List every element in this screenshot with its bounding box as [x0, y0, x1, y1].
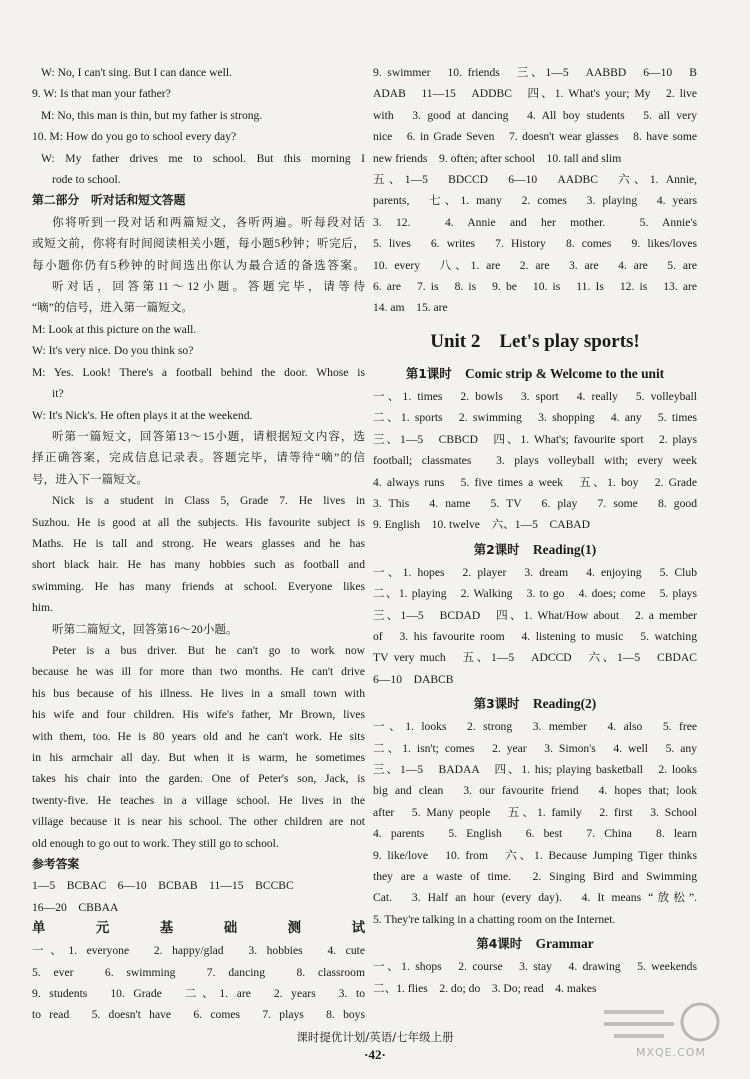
text-line: 一、1. everyone 2. happy/glad 3. hobbies 4. cute: [32, 944, 365, 958]
text-line: new friends 9. often; after school 10. tall and slim: [373, 151, 622, 165]
text-line: 6. are 7. is 8. is 9. be 10. is 11. Is 12. is 13. are: [373, 280, 697, 294]
text-line: W: It's very nice. Do you think so?: [32, 344, 194, 358]
text-line: after 5. Many people 五、1. family 2. first 3. School: [373, 805, 697, 819]
text-line: village because it is near his school. The other children are not: [32, 815, 365, 829]
text-line: 每小题你仍有5秒钟的时间选出你认为最合适的备选答案。: [32, 258, 365, 272]
text-line: twenty-five. He teaches in a village school. He lives in the: [32, 793, 365, 807]
text-line: 5. ever 6. swimming 7. dancing 8. classroom: [32, 965, 365, 979]
text-line: W: No, I can't sing. But I can dance well.: [41, 66, 232, 79]
text-line: 6—10 DABCB: [373, 672, 454, 686]
text-line: 9. like/love 10. from 六、1. Because Jumping Tiger thinks: [373, 848, 697, 862]
text-line: M: No, this man is thin, but my father is strong.: [41, 108, 263, 122]
text-line: 二、1. playing 2. Walking 3. to go 4. does; come 5. plays: [373, 587, 697, 601]
lesson-title: Grammar: [535, 936, 594, 952]
lesson-heading: [373, 693, 697, 715]
text-line: 9. students 10. Grade 二、1. are 2. years 3. to: [32, 987, 365, 1001]
lesson-number: 第3课时: [473, 696, 520, 712]
text-line: 二、1. flies 2. do; do 3. Do; read 4. makes: [373, 981, 597, 995]
text-line: 三、1—5 BCDAD 四、1. What/How about 2. a member: [373, 608, 697, 622]
lesson-title: Reading(1): [532, 541, 597, 557]
text-line: 参考答案: [32, 857, 80, 872]
text-line: 3. 12. 4. Annie and her mother. 5. Annie's: [373, 215, 697, 229]
text-line: 五、1—5 BDCCD 6—10 AADBC 六、1. Annie,: [373, 173, 697, 187]
text-line: swimming. He has many friends at school. Everyone likes: [32, 579, 365, 593]
text-line: 1—5 BCBAC 6—10 BCBAB 11—15 BCCBC: [32, 879, 294, 893]
text-line: Cat. 3. Half an hour (every day). 4. It means “放松”.: [373, 891, 697, 905]
lesson-answers: [373, 562, 697, 690]
text-line: 第二部分 听对话和短文答题: [32, 193, 186, 208]
text-line: because he was ill for more than two months. He can't drive: [32, 665, 365, 679]
text-line: 二、1. sports 2. swimming 3. shopping 4. any 5. times: [373, 411, 697, 425]
text-line: 听第一篇短文，回答第13～15小题，请根据短文内容，选: [52, 429, 365, 443]
lesson-answers: [373, 716, 697, 930]
lesson-answers: [373, 386, 697, 536]
text-line: W: My father drives me to school. But this morning I: [41, 151, 365, 165]
lesson-heading: [373, 363, 697, 385]
text-line: 5. lives 6. writes 7. History 8. comes 9. likes/loves: [373, 237, 697, 251]
text-line: 10. every 八、1. are 2. are 3. are 4. are 5. are: [373, 258, 697, 272]
text-line: Suzhou. He is good at all the subjects. His favourite subject is: [32, 515, 365, 529]
text-line: Maths. He is tall and strong. He wears glasses and he has: [32, 536, 365, 550]
text-line: 5. They're talking in a chatting room on the Internet.: [373, 912, 616, 926]
text-line: 单元基础测试: [32, 921, 365, 937]
text-line: 9. W: Is that man your father?: [32, 87, 171, 101]
text-line: 三、1—5 CBBCD 四、1. What's; favourite sport 2. plays: [373, 432, 697, 446]
text-line: big and clean 3. our favourite friend 4. hopes that; look: [373, 784, 697, 798]
text-line: 二、1. isn't; comes 2. year 3. Simon's 4. well 5. any: [373, 741, 697, 755]
text-line: 听第二篇短文，回答第16～20小题。: [52, 622, 238, 636]
text-line: takes his chair into the garden. One of Peter's son, Jack, is: [32, 772, 365, 786]
text-line: 你将听到一段对话和两篇短文，各听两遍。听每段对话: [52, 215, 365, 229]
text-line: 一、1. shops 2. course 3. stay 4. drawing 5. weekends: [373, 960, 697, 974]
text-line: parents, 七、1. many 2. comes 3. playing 4. years: [373, 194, 697, 208]
text-line: 9. swimmer 10. friends 三、1—5 AABBD 6—10 B: [373, 66, 697, 79]
text-line: it?: [52, 387, 64, 401]
text-line: M: Look at this picture on the wall.: [32, 322, 197, 336]
text-line: 听对话，回答第11～12小题。答题完毕，请等待: [52, 280, 365, 294]
text-line: 16—20 CBBAA: [32, 900, 119, 914]
text-line: 3. This 4. name 5. TV 6. play 7. some 8. good: [373, 496, 697, 510]
text-line: his bus because of his illness. He lives in a small town with: [32, 686, 365, 700]
text-line: 一、1. looks 2. strong 3. member 4. also 5. free: [373, 720, 697, 734]
text-line: they are a waste of time. 2. Singing Bird and Swimming: [373, 870, 697, 883]
text-line: 或短文前，你将有时间阅读相关小题，每小题5秒钟；听完后，: [32, 237, 365, 251]
page-number: ·42·: [364, 1047, 386, 1062]
text-line: old enough to go out to work. They still go to school.: [32, 836, 279, 850]
text-line: 4. parents 5. English 6. best 7. China 8. learn: [373, 827, 697, 841]
footer-text: 课时提优计划/英语/七年级上册: [296, 1030, 454, 1044]
text-line: 三、1—5 BADAA 四、1. his; playing basketball 2. looks: [373, 762, 697, 776]
text-line: M: Yes. Look! There's a football behind the door. Whose is: [32, 365, 365, 379]
text-line: 4. always runs 5. five times a week 五、1. boy 2. Grade: [373, 475, 697, 489]
text-line: of 3. his favourite room 4. listening to music 5. watching: [373, 629, 697, 643]
right-column: [373, 62, 697, 999]
text-line: 号，进入下一篇短文。: [32, 472, 148, 486]
lesson-number: 第1课时: [405, 365, 452, 381]
watermark-text: MXQE.COM: [636, 1046, 706, 1059]
text-line: to read 5. doesn't have 6. comes 7. plays 8. boys: [32, 1008, 365, 1022]
lesson-number: 第4课时: [476, 936, 523, 952]
text-line: 一、1. hopes 2. player 3. dream 4. enjoying 5. Club: [373, 565, 697, 579]
lesson-heading: [373, 539, 697, 561]
watermark-logo-icon: [584, 1000, 734, 1048]
left-column: [32, 62, 365, 1026]
text-line: his wife and four children. His wife's father, Mr Brown, lives: [32, 708, 365, 722]
lesson-heading: [373, 933, 697, 955]
text-line: nice 6. in Grade Seven 7. doesn't wear glasses 8. have some: [373, 130, 697, 144]
text-line: TV very much 五、1—5 ADCCD 六、1—5 CBDAC: [373, 651, 697, 665]
text-line: him.: [32, 601, 53, 615]
lessons: [373, 363, 697, 999]
text-line: 14. am 15. are: [373, 301, 448, 315]
lesson-answers: [373, 956, 697, 999]
text-line: 一、1. times 2. bowls 3. sport 4. really 5. volleyball: [373, 389, 697, 403]
text-line: W: It's Nick's. He often plays it at the weekend.: [32, 408, 253, 422]
lesson-title: Comic strip & Welcome to the unit: [465, 365, 665, 381]
text-line: short black hair. He has many hobbies such as football and: [32, 558, 365, 572]
text-line: 9. English 10. twelve 六、1—5 CABAD: [373, 518, 591, 532]
text-line: ADAB 11—15 ADDBC 四、1. What's your; My 2. live: [373, 87, 697, 101]
answer-block-top: [373, 62, 697, 319]
lesson-number: 第2课时: [473, 541, 520, 557]
text-line: in his armchair all day. But when it is warm, he sometimes: [32, 751, 365, 764]
watermark: [584, 1000, 734, 1070]
unit-title: Unit 2 Let's play sports!: [430, 330, 640, 352]
lesson-title: Reading(2): [532, 696, 597, 712]
text-line: Peter is a bus driver. But he can't go to work now: [52, 643, 365, 657]
text-line: 10. M: How do you go to school every day?: [32, 130, 237, 144]
text-line: rode to school.: [52, 173, 121, 187]
text-line: with them, too. He is 80 years old and he can't work. He sits: [32, 729, 365, 743]
text-line: “嘀”的信号，进入第一篇短文。: [32, 301, 194, 315]
text-line: 择正确答案，完成信息记录表。答题完毕，请等待“嘀”的信: [32, 451, 365, 465]
text-line: Nick is a student in Class 5, Grade 7. He lives in: [52, 494, 365, 508]
text-line: football; classmates 3. plays volleyball with; every week: [373, 454, 697, 468]
text-line: with 3. good at dancing 4. All boy students 5. all very: [373, 108, 697, 122]
